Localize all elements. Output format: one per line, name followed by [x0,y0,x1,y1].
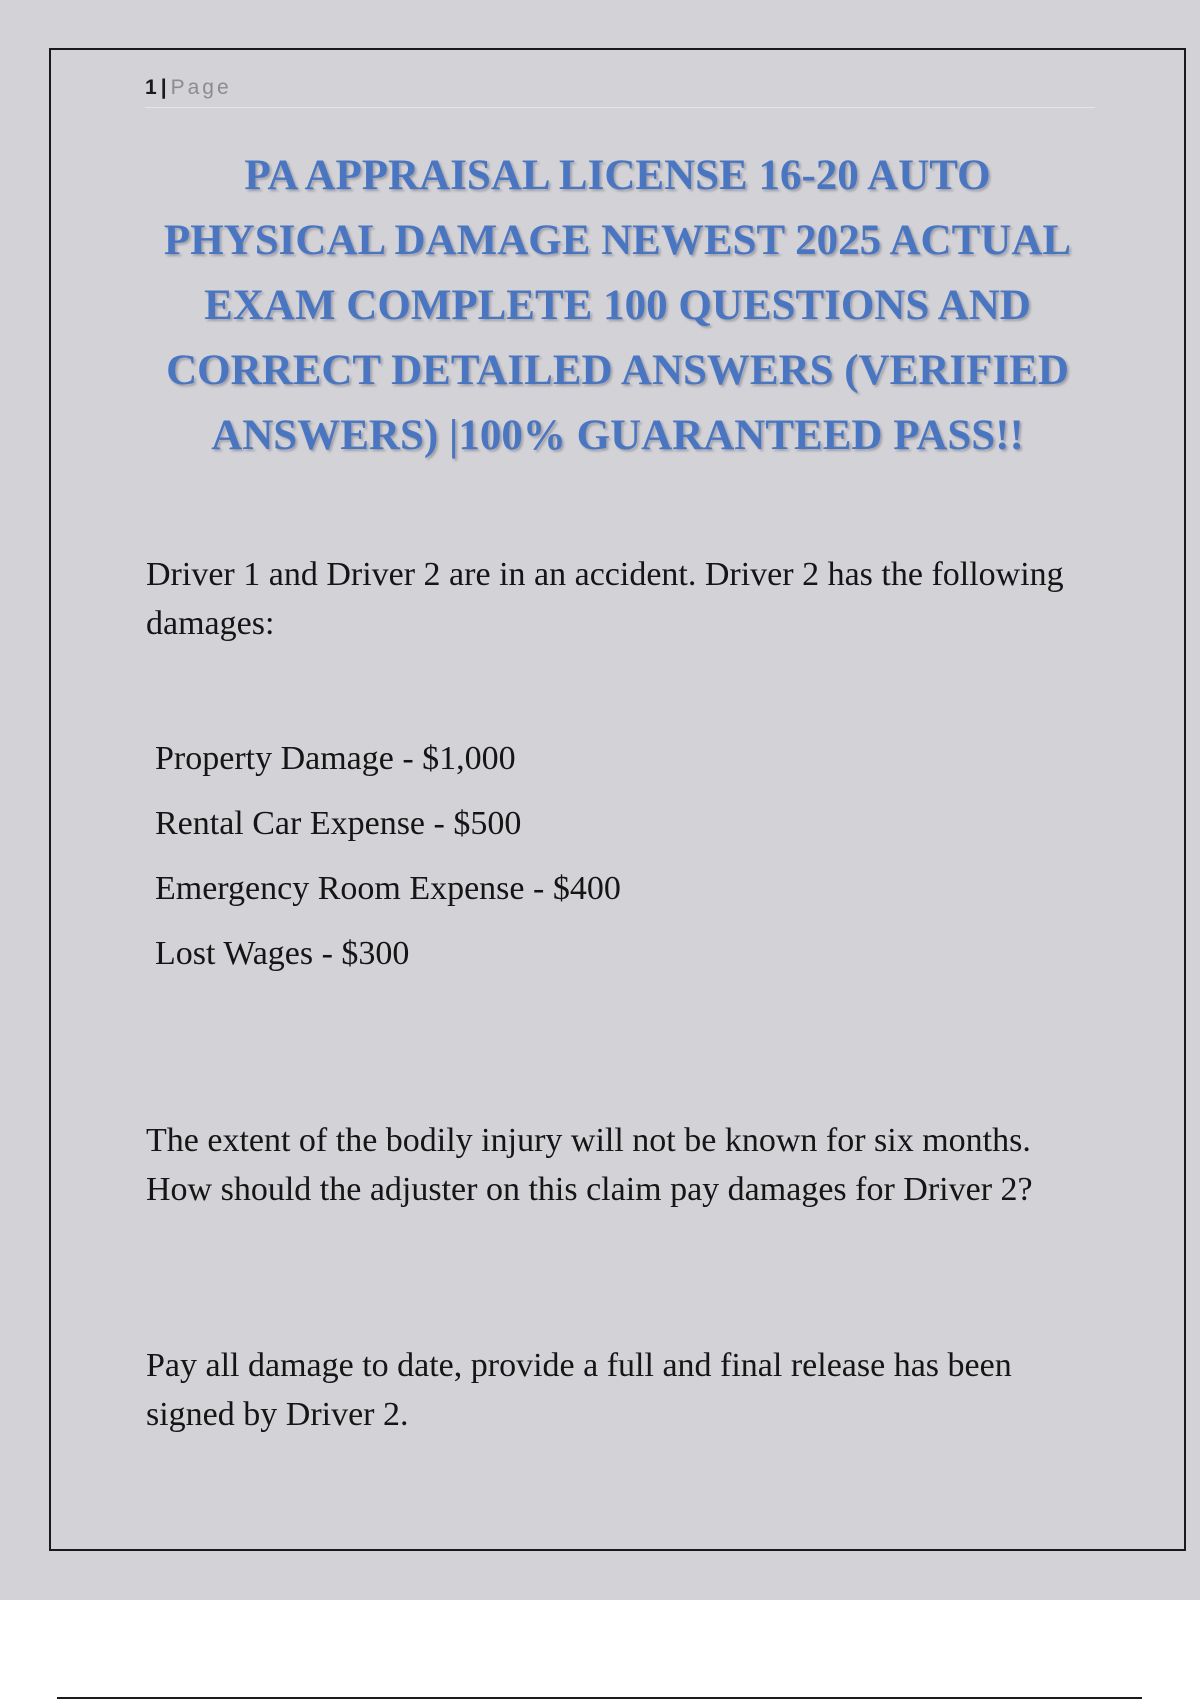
damage-item-rental-car: Rental Car Expense - $500 [155,805,522,842]
page-header [145,74,1095,108]
document-title: PA APPRAISAL LICENSE 16-20 AUTO PHYSICAL DAMAGE NEWEST 2025 ACTUAL EXAM COMPLETE 100 QUESTIONS AND CORRECT DETAILED ANSWERS (VERIFIED ANSWERS) |100% GUARANTEED PASS!! [163,152,1072,459]
page-divider [57,1697,1142,1699]
page-separator: | [160,76,167,99]
answer-text: Pay all damage to date, provide a full and final release has been signed by Driver 2. [146,1347,1012,1433]
damage-item-property: Property Damage - $1,000 [155,740,516,777]
damage-item-lost-wages: Lost Wages - $300 [155,935,410,972]
question-intro: Driver 1 and Driver 2 are in an accident. Driver 2 has the following damages: [146,556,1064,642]
page-label: Page [170,76,232,99]
page-number: 1 [145,76,157,99]
question-text: The extent of the bodily injury will not be known for six months. How should the adjuster on this claim pay damages for Driver 2? [146,1122,1033,1208]
damage-item-emergency-room: Emergency Room Expense - $400 [155,870,621,907]
damages-list [155,726,621,986]
